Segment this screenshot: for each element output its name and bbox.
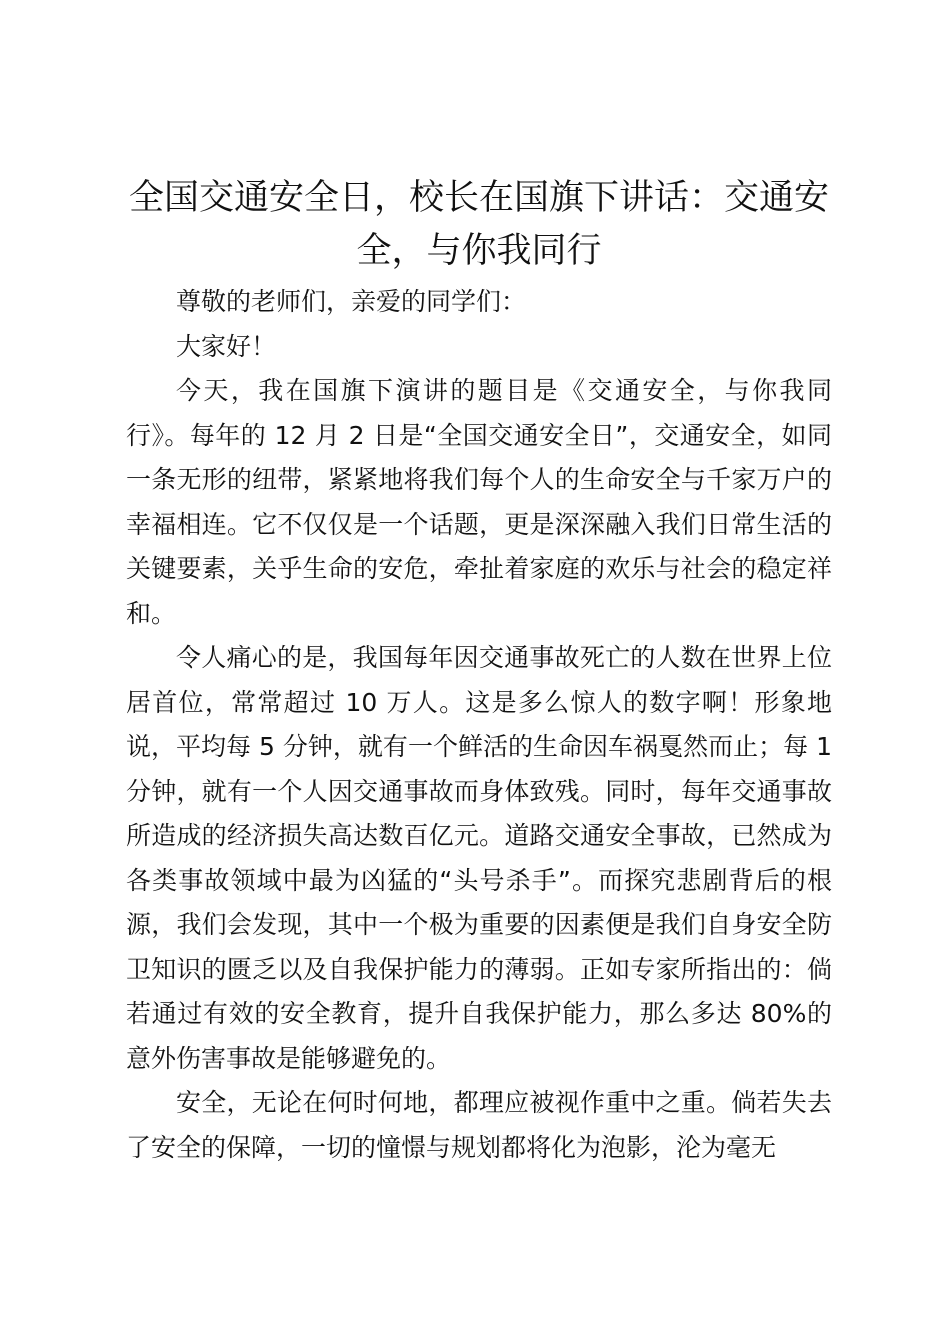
body-paragraph-2: 令人痛心的是，我国每年因交通事故死亡的人数在世界上位居首位，常常超过 10 万人。这是多么惊人的数字啊！形象地说，平均每 5 分钟，就有一个鲜活的生命因车祸戛然而止；每 1 分钟，就有一个人因交通事故而身体致残。同时，每年交通事故所造成的经济损失高达数百亿元。道路交通安全事故，已然成为各类事故领域中最为凶猛的“头号杀手”。而探究悲剧背后的根源，我们会发现，其中一个极为重要的因素便是我们自身安全防卫知识的匮乏以及自我保护能力的薄弱。正如专家所指出的：倘若通过有效的安全教育，提升自我保护能力，那么多达 80%的意外伤害事故是能够避免的。 xyxy=(126,643,832,1073)
body-paragraph-1: 今天，我在国旗下演讲的题目是《交通安全，与你我同行》。每年的 12 月 2 日是“全国交通安全日”，交通安全，如同一条无形的纽带，紧紧地将我们每个人的生命安全与千家万户的幸福相连。它不仅仅是一个话题，更是深深融入我们日常生活的关键要素，关乎生命的安危，牵扯着家庭的欢乐与社会的稳定祥和。 xyxy=(126,376,832,628)
document-title: 全国交通安全日，校长在国旗下讲话：交通安全，与你我同行 xyxy=(128,178,829,271)
greeting-paragraph: 大家好！ xyxy=(176,331,277,361)
salutation-paragraph: 尊敬的老师们，亲爱的同学们： xyxy=(176,287,527,316)
document-page xyxy=(126,172,832,1170)
body-paragraph-3: 安全，无论在何时何地，都理应被视作重中之重。倘若失去了安全的保障，一切的憧憬与规划都将化为泡影，沦为毫无 xyxy=(126,1088,832,1162)
